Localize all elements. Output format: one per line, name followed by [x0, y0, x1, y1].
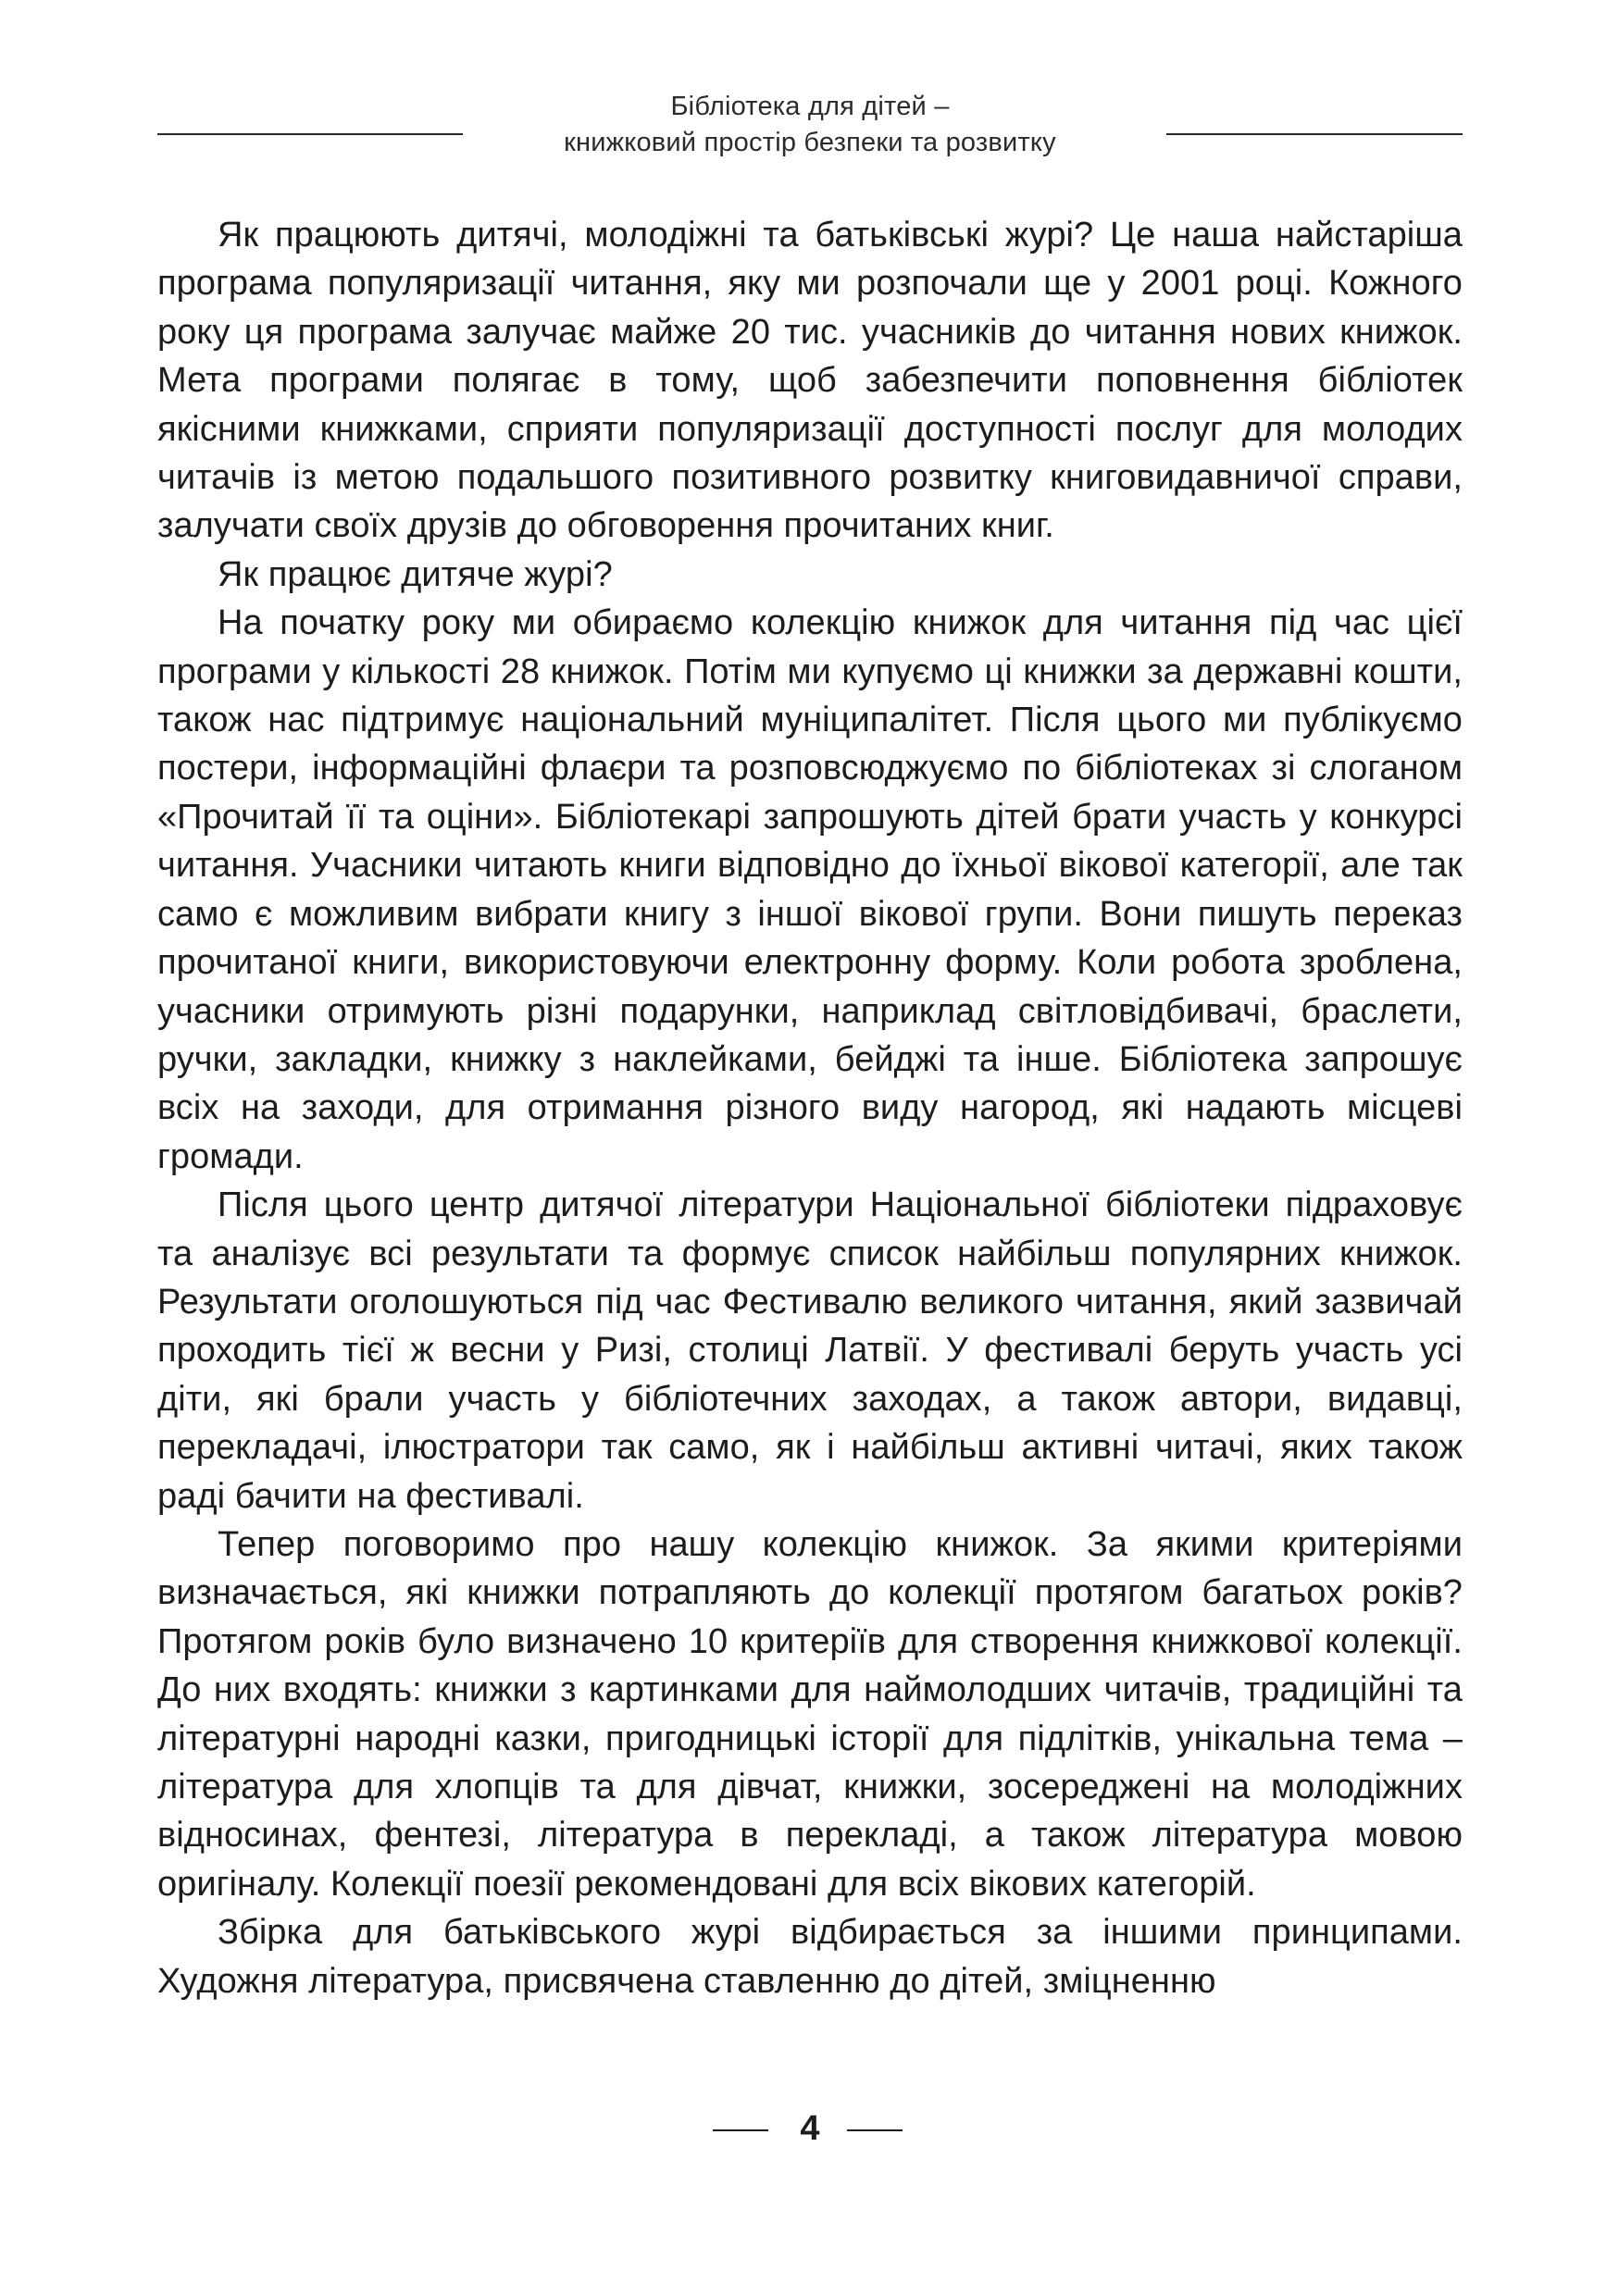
header-title-line-1: Бібліотека для дітей –: [670, 92, 950, 121]
page-body: [157, 211, 1463, 2005]
footer-dash-right: [847, 2129, 903, 2131]
header-rule-right: [1166, 133, 1463, 135]
paragraph-5: Тепер поговоримо про нашу колекцію книжок. За якими критеріями визначається, які книжки потрапляють до колекції протягом багатьох років? Протягом років було визначено 10 критеріїв для створення книжкової колекції. До них входять: книжки з картинками для наймолодших читачів, традиційні та літературні народні казки, пригодницькі історії для підлітків, унікальна тема – література для хлопців та для дівчат, книжки, зосереджені на молодіжних відносинах, фентезі, література в перекладі, а також література мовою оригіналу. Колекції поезії рекомендовані для всіх вікових категорій.: [157, 1524, 1463, 1904]
paragraph-1: Як працюють дитячі, молодіжні та батьківські журі? Це наша найстаріша програма популяризації читання, яку ми розпочали ще у 2001 році. Кожного року ця програма залучає майже 20 тис. учасників до читання нових книжок. Мета програми полягає в тому, щоб забезпечити поповнення бібліотек якісними книжками, сприяти популяризації доступності послуг для молодих читачів із метою подальшого позитивного розвитку книговидавничої справи, залучати своїх друзів до обговорення прочитаних книг.: [157, 216, 1463, 546]
header-title: [472, 89, 1148, 161]
paragraph-3: На початку року ми обираємо колекцію книжок для читання під час цієї програми у кількості 28 книжок. Потім ми купуємо ці книжки за державні кошти, також нас підтримує національний муніципалітет. Після цього ми публікуємо постери, інформаційні флаєри та розповсюджуємо по бібліотеках зі слоганом «Прочитай її та оціни». Бібліотекарі запрошують дітей брати участь у конкурсі читання. Учасники читають книги відповідно до їхньої вікової категорії, але так само є можливим вибрати книгу з іншої вікової групи. Вони пишуть переказ прочитаної книги, використовуючи електронну форму. Коли робота зроблена, учасники отримують різні подарунки, наприклад світловідбивачі, браслети, ручки, закладки, книжку з наклейками, бейджі та інше. Бібліотека запрошує всіх на заходи, для отримання різного виду нагород, які надають місцеві громади.: [157, 603, 1463, 1176]
paragraph-6: Збірка для батьківського журі відбирається за іншими принципами. Художня література, присвячена ставленню до дітей, зміцненню: [157, 1913, 1463, 2001]
paragraph-2: Як працює дитяче журі?: [218, 554, 613, 594]
page-number: 4: [800, 2109, 820, 2148]
header-rule-left: [157, 133, 463, 135]
running-header: [157, 89, 1463, 172]
paragraph-4: Після цього центр дитячої літератури Національної бібліотеки підраховує та аналізує всі результати та формує список найбільш популярних книжок. Результати оголошуються під час Фестивалю великого читання, який зазвичай проходить тієї ж весни у Ризі, столиці Латвії. У фестивалі беруть участь усі діти, які брали участь у бібліотечних заходах, а також автори, видавці, перекладачі, ілюстратори так само, як і найбільш активні читачі, яких також раді бачити на фестивалі.: [157, 1185, 1463, 1516]
footer-dash-left: [713, 2129, 768, 2131]
page-footer: [0, 2105, 1619, 2152]
header-title-line-2: книжковий простір безпеки та розвитку: [564, 128, 1056, 157]
